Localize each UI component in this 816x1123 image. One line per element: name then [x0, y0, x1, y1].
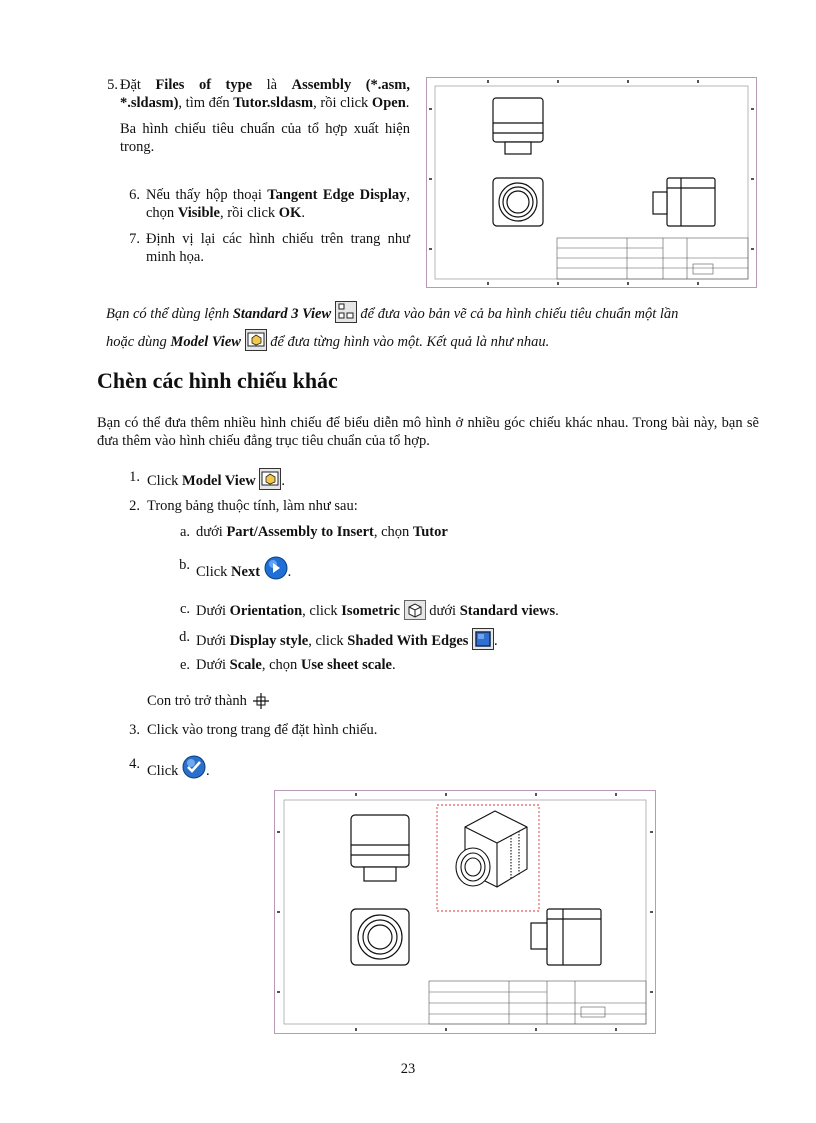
step-number: 5. — [107, 77, 118, 93]
shaded-with-edges-icon — [472, 628, 494, 650]
step-number: d. — [179, 629, 190, 645]
next-arrow-icon — [264, 556, 288, 580]
step-7: 7. Định vị lại các hình chiếu trên trang như minh họa. — [146, 230, 410, 266]
substep-e: e. Dưới Scale, chọn Use sheet scale. — [196, 656, 396, 674]
step-number: 7. — [129, 231, 140, 247]
section-intro: Bạn có thể đưa thêm nhiều hình chiếu để biểu diễn mô hình ở nhiều góc chiếu khác nhau. Trong bài này, bạn sẽ đưa thêm vào hình chiếu đẳng trục tiêu chuẩn của tổ hợp. — [97, 415, 759, 449]
step-number: 6. — [129, 187, 140, 203]
step-6: 6. Nếu thấy hộp thoại Tangent Edge Display, chọn Visible, rồi click OK. — [146, 186, 410, 222]
step-text: Đặt Files of type là Assembly (*.asm, *.sldasm), tìm đến Tutor.sldasm, rồi click Open. — [120, 77, 411, 111]
section-title: Chèn các hình chiếu khác — [97, 368, 338, 393]
step-number: b. — [179, 557, 190, 573]
step-5 — [107, 76, 411, 156]
step-number: e. — [179, 657, 190, 673]
step-note: Ba hình chiếu tiêu chuẩn của tổ hợp xuất hiện trong. — [120, 121, 410, 155]
step-number: 2. — [129, 498, 140, 514]
step-1: 1. Click Model View . — [147, 468, 285, 490]
step-2: 2. Trong bảng thuộc tính, làm như sau: — [147, 497, 358, 515]
model-view-icon — [259, 468, 281, 490]
tip-paragraph: Bạn có thể dùng lệnh Standard 3 View để đưa vào bản vẽ cả ba hình chiếu tiêu chuẩn một lần hoặc dùng Model View để đưa từng hình vào một. Kết quả là như nhau. — [106, 300, 766, 356]
substep-a: a. dưới Part/Assembly to Insert, chọn Tutor — [196, 523, 448, 541]
cursor-note: Con trỏ trở thành — [147, 692, 271, 710]
step-number: c. — [179, 601, 190, 617]
step-number: 4. — [129, 756, 140, 772]
ok-check-icon — [182, 755, 206, 779]
substep-b: b. Click Next . — [196, 556, 291, 581]
drawing-sheet-top — [426, 77, 757, 288]
three-view-drawing — [427, 78, 756, 287]
standard-3-view-icon — [335, 301, 357, 323]
step-number: a. — [179, 524, 190, 540]
step-number: 3. — [129, 722, 140, 738]
step-number: 1. — [129, 469, 140, 485]
view-placement-cursor-icon — [251, 692, 271, 710]
step-4: 4. Click . — [147, 755, 210, 780]
step-3: 3. Click vào trong trang để đặt hình chiếu. — [147, 721, 377, 739]
four-view-drawing — [275, 791, 655, 1033]
drawing-sheet-bottom — [274, 790, 656, 1034]
model-view-icon — [245, 329, 267, 351]
isometric-view-icon — [404, 600, 426, 620]
substep-c: c. Dưới Orientation, click Isometric dưới Standard views. — [196, 600, 559, 620]
substep-d: d. Dưới Display style, click Shaded With Edges . — [196, 628, 498, 650]
page-number: 23 — [400, 1061, 416, 1077]
